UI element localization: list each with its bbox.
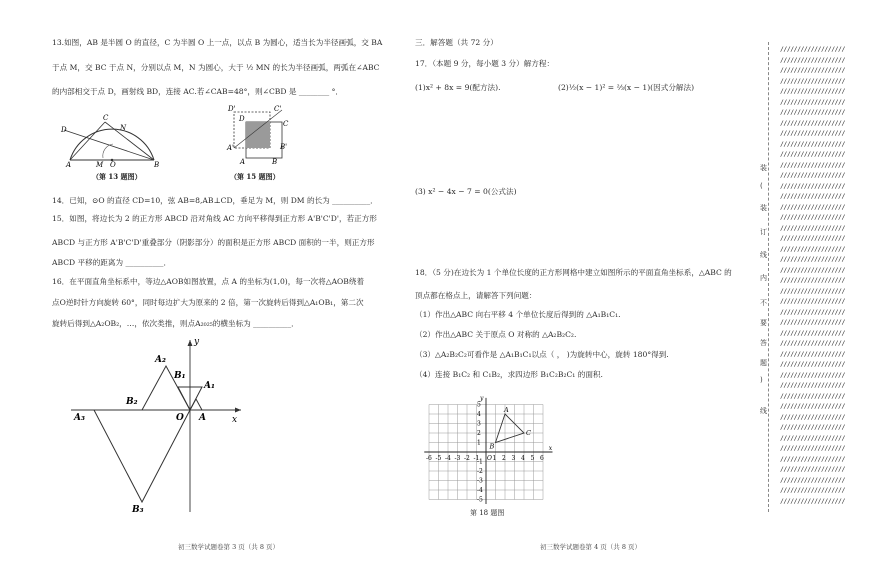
fig16-label-y: y — [194, 337, 200, 347]
q16-line1: 16．在平面直角坐标系中，等边△AOB如图放置，点 A 的坐标为(1,0)，每一次将△AOB绕着 — [52, 277, 365, 286]
fig16-label-A: A — [199, 413, 206, 423]
x-tick-label: -6 — [426, 455, 432, 462]
point-C-label: C — [526, 429, 531, 437]
q15-line2: ABCD 与正方形 A'B'C'D'重叠部分（阴影部分）的面积是正方形 ABCD 面积的一半，则正方形 — [52, 238, 375, 247]
fig13-label-A: A — [66, 161, 72, 169]
q13-line1: 13.如图，AB 是半圆 O 的直径，C 为半圆 O 上一点，以点 B 为圆心，适当长为半径画弧，交 BA — [52, 38, 383, 47]
figure-13 — [58, 108, 168, 170]
fig15-label-Ap: A' — [227, 144, 234, 152]
fig16-label-O: O — [176, 413, 184, 423]
y-tick-label: 2 — [477, 430, 481, 437]
q15-line3: ABCD 平移的距离为 __________． — [52, 258, 172, 267]
y-tick-label: -1 — [477, 458, 483, 466]
binding-char: 线 — [760, 251, 767, 259]
x-tick-label: 4 — [521, 455, 525, 462]
q17-part3: (3) x² − 4x − 7 = 0(公式法) — [415, 187, 517, 196]
q16-line3: 旋转后得到△A₂OB₂，…，依次类推，则点A₂₀₂₅的横坐标为 __________． — [52, 319, 299, 328]
fig13-label-O: O — [110, 161, 116, 169]
x-tick-label: -5 — [435, 455, 442, 462]
binding-char: 内 — [760, 274, 767, 282]
fig15-caption: （第 15 题图） — [230, 172, 280, 181]
left-footer: 初三数学试题卷第 3 页（共 8 页） — [178, 543, 280, 551]
binding-char: 要 — [760, 319, 767, 327]
q18-line2: 顶点都在格点上，请解答下列问题： — [415, 291, 537, 300]
x-tick-label: -3 — [454, 455, 461, 462]
fig13-label-D: D — [61, 126, 67, 134]
binding-hatch-bottom: /////////////////// /////////////////// /////////////////// /////////////////// /////////////////// /////////////////// /////////////////// /////////////////// /////////////////// /////////////////// /////////////////// /////////////////// /////////////////// /////////////////// /////////////////// /////////////////// /////////////////// /////////////////// /////////////////// /////////////////// /////////////////// /////////////////// /////////////////// /////////////////// /////////////////// /////////////////// /////////////////// /////////////////// /////////////////// /////////////////// /////////////////// /////////////////// — [780, 171, 845, 505]
q13-line2: 于点 M，交 BC 于点 N，分别以点 M，N 为圆心，大于 ½ MN 的长为半径画弧，两弧在∠ABC — [52, 63, 380, 72]
fig13-caption: （第 13 题图） — [92, 172, 142, 181]
figure-16 — [66, 336, 256, 516]
y-axis-label: y — [480, 394, 484, 402]
x-tick-label: -4 — [445, 455, 451, 462]
fig15-label-D: D — [239, 115, 245, 123]
fig16-label-B2: B₂ — [126, 397, 138, 407]
binding-char: 线 — [760, 407, 767, 415]
fig15-label-C: C — [283, 120, 289, 128]
section-title: 三．解答题（共 72 分） — [415, 38, 498, 47]
fig15-label-Cp: C' — [274, 105, 282, 113]
fig15-label-B: B — [272, 158, 278, 166]
binding-char: 题 — [760, 359, 767, 367]
binding-char: 装 — [760, 164, 767, 172]
y-tick-label: 1 — [477, 439, 481, 447]
x-tick-label: 6 — [540, 455, 544, 462]
y-tick-label: 3 — [477, 420, 481, 428]
binding-char: ( — [760, 182, 763, 190]
q14: 14．已知，⊙O 的直径 CD=10，弦 AB=8,AB⊥CD，垂足为 M，则 DM 的长为 __________． — [52, 196, 378, 205]
q18-item2: （2）作出△ABC 关于原点 O 对称的 △A₂B₂C₂. — [415, 330, 577, 339]
x-tick-label: -2 — [464, 455, 470, 462]
fig13-label-N: N — [120, 124, 127, 132]
figure-15 — [222, 100, 292, 168]
q18-item3: （3）△A₂B₂C₂可看作是 △A₁B₁C₁以点（ ， )为旋转中心，旋转 180°得到. — [415, 350, 669, 359]
fig15-label-A: A — [240, 158, 246, 166]
x-tick-label: 1 — [492, 455, 497, 462]
figure-18-grid — [420, 392, 560, 504]
fig16-label-x: x — [232, 415, 238, 425]
binding-hatch-top: /////////////////// /////////////////// /////////////////// /////////////////// /////////////////// /////////////////// /////////////////// /////////////////// /////////////////// /////////////////// /////////////////// /////////////////// — [780, 45, 845, 169]
binding-char: 答 — [760, 339, 767, 347]
q17-part1: (1)x² + 8x = 9(配方法). — [415, 83, 501, 92]
fig16-label-A3: A₃ — [74, 413, 85, 423]
fig13-label-M: M — [96, 161, 104, 169]
right-footer: 初三数学试题卷第 4 页（共 8 页） — [540, 543, 642, 551]
q18-line1: 18．（5 分)在边长为 1 个单位长度的正方形网格中建立如图所示的平面直角坐标系，△ABC 的 — [415, 268, 732, 277]
fig13-label-B: B — [154, 161, 160, 169]
q17-header: 17．（本题 9 分，每小题 3 分）解方程： — [415, 59, 555, 68]
y-tick-label: -5 — [477, 496, 483, 504]
fig16-label-A1: A₁ — [204, 381, 215, 391]
fig15-label-Dp: D' — [228, 105, 236, 113]
q16-line2: 点O逆时针方向旋转 60°，同时每边扩大为原来的 2 倍，第一次旋转后得到△A₁OB₁，第二次 — [52, 298, 364, 307]
triangle-abc — [496, 414, 525, 443]
y-tick-label: -3 — [477, 477, 483, 485]
q13-line3: 的内部相交于点 D，画射线 BD，连接 AC.若∠CAB=48°，则∠CBD 是 ________ °． — [52, 87, 344, 96]
y-tick-label: -2 — [477, 468, 483, 475]
y-tick-label: 5 — [477, 401, 481, 409]
x-tick-label: 3 — [511, 455, 516, 462]
fig13-label-C: C — [103, 114, 109, 122]
point-A-label: A — [504, 406, 509, 414]
fig18-caption: 第 18 题图 — [470, 509, 505, 517]
binding-char: 不 — [760, 299, 767, 307]
x-axis-label: x — [548, 445, 553, 452]
fig16-label-B3: B₃ — [132, 505, 144, 515]
fig16-label-B1: B₁ — [174, 371, 186, 381]
q15-line1: 15．如图，将边长为 2 的正方形 ABCD 沿对角线 AC 方向平移得到正方形 A'B'C'D'，若正方形 — [52, 214, 377, 223]
q18-item4: （4）连接 B₁C₂ 和 C₁B₂，求四边形 B₁C₂B₂C₁ 的面积. — [415, 370, 603, 379]
q17-part2: (2)½(x − 1)² = ⅔(x − 1)(因式分解法) — [558, 83, 695, 92]
x-tick-label: 5 — [530, 455, 535, 462]
origin-label: O — [487, 455, 492, 462]
point-B-label: B — [489, 442, 495, 451]
binding-char: 订 — [760, 228, 767, 236]
q18-item1: （1）作出△ABC 向右平移 4 个单位长度后得到的 △A₁B₁C₁. — [415, 310, 621, 319]
fig16-label-A2: A₂ — [155, 355, 166, 365]
x-tick-label: -1 — [473, 455, 480, 462]
binding-char: 装 — [760, 204, 767, 212]
y-tick-label: 4 — [477, 411, 481, 418]
binding-char: ) — [760, 376, 763, 384]
x-tick-label: 2 — [502, 455, 506, 462]
y-tick-label: -4 — [477, 487, 483, 494]
fig15-label-Bp: B' — [280, 143, 288, 151]
